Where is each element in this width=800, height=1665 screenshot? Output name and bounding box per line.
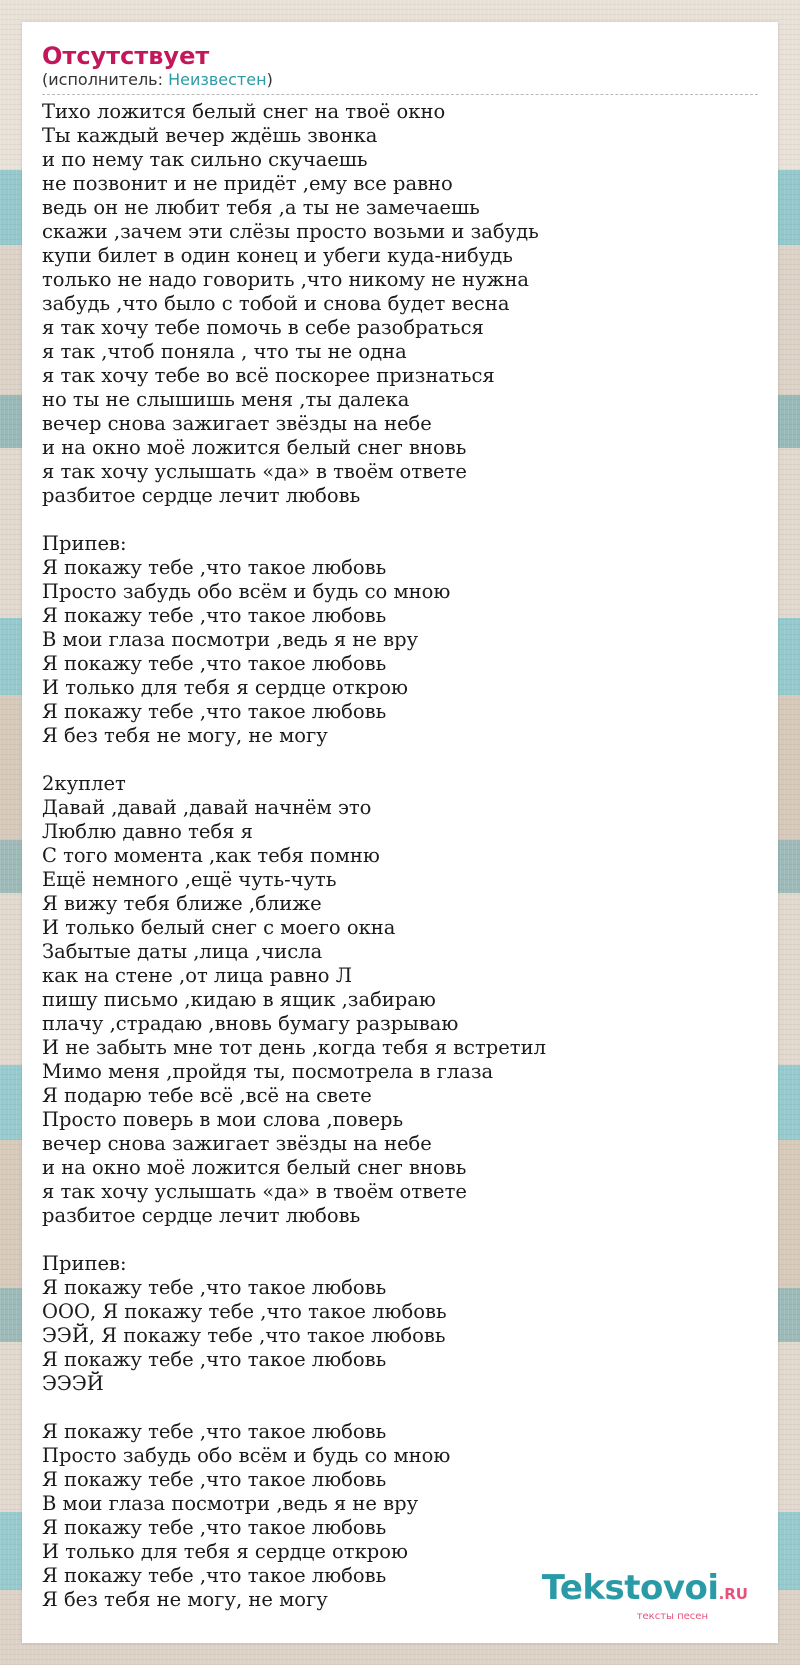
lyric-line: Ещё немного ,ещё чуть-чуть [42, 868, 337, 891]
lyric-line: С того момента ,как тебя помню [42, 844, 380, 867]
logo-domain: .RU [718, 1585, 748, 1603]
lyric-line: Просто забудь обо всём и будь со мною [42, 1444, 451, 1467]
lyric-line: купи билет в один конец и убеги куда-нибудь [42, 244, 513, 267]
lyric-line: я так хочу тебе помочь в себе разобраться [42, 316, 484, 339]
lyric-line: и на окно моё ложится белый снег вновь [42, 436, 467, 459]
lyric-line: Ты каждый вечер ждёшь звонка [42, 124, 378, 147]
lyric-line: Я покажу тебе ,что такое любовь [42, 1564, 387, 1587]
logo-name: Tekstovoi [541, 1568, 719, 1608]
lyric-line: Люблю давно тебя я [42, 820, 253, 843]
lyric-line: и по нему так сильно скучаешь [42, 148, 368, 171]
lyric-line: Я покажу тебе ,что такое любовь [42, 1516, 387, 1539]
lyric-line: В мои глаза посмотри ,ведь я не вру [42, 1492, 419, 1515]
lyric-line: 2куплет [42, 772, 126, 795]
lyric-line: разбитое сердце лечит любовь [42, 484, 361, 507]
lyric-line: И только белый снег с моего окна [42, 916, 396, 939]
lyric-line: ООО, Я покажу тебе ,что такое любовь [42, 1300, 447, 1323]
lyric-line: ЭЭЭЙ [42, 1372, 104, 1395]
lyric-line: В мои глаза посмотри ,ведь я не вру [42, 628, 419, 651]
lyric-line: Я покажу тебе ,что такое любовь [42, 604, 387, 627]
lyric-line: не позвонит и не придёт ,ему все равно [42, 172, 453, 195]
stanza-break [42, 1396, 758, 1420]
lyric-line: ведь он не любит тебя ,а ты не замечаешь [42, 196, 480, 219]
lyrics-card [22, 22, 778, 1643]
song-title: Отсутствует [42, 42, 210, 70]
stanza-break [42, 1228, 758, 1252]
lyric-line: и на окно моё ложится белый снег вновь [42, 1156, 467, 1179]
lyric-line: Я покажу тебе ,что такое любовь [42, 652, 387, 675]
logo-wordmark [541, 1568, 748, 1611]
lyric-line: вечер снова зажигает звёзды на небе [42, 412, 432, 435]
lyric-line: я так ,чтоб поняла , что ты не одна [42, 340, 407, 363]
lyric-line: Просто забудь обо всём и будь со мною [42, 580, 451, 603]
lyric-line: но ты не слышишь меня ,ты далека [42, 388, 410, 411]
lyric-line: Я вижу тебя ближе ,ближе [42, 892, 322, 915]
lyric-line: Я покажу тебе ,что такое любовь [42, 1468, 387, 1491]
lyric-line: Я подарю тебе всё ,всё на свете [42, 1084, 372, 1107]
lyric-line: Припев: [42, 532, 127, 555]
lyric-line: Мимо меня ,пройдя ты, посмотрела в глаза [42, 1060, 494, 1083]
lyric-line: я так хочу тебе во всё поскорее признаться [42, 364, 495, 387]
lyric-line: вечер снова зажигает звёзды на небе [42, 1132, 432, 1155]
lyric-line: забудь ,что было с тобой и снова будет весна [42, 292, 510, 315]
lyric-line: пишу письмо ,кидаю в ящик ,забираю [42, 988, 436, 1011]
lyric-line: ЭЭЙ, Я покажу тебе ,что такое любовь [42, 1324, 446, 1347]
lyric-line: плачу ,страдаю ,вновь бумагу разрываю [42, 1012, 459, 1035]
site-logo[interactable] [541, 1568, 748, 1623]
lyric-line: Тихо ложится белый снег на твоё окно [42, 100, 446, 123]
lyric-line: Я без тебя не могу, не могу [42, 724, 328, 747]
lyric-line: И не забыть мне тот день ,когда тебя я встретил [42, 1036, 546, 1059]
artist-prefix: (исполнитель: [42, 70, 169, 89]
lyric-line: как на стене ,от лица равно Л [42, 964, 352, 987]
lyric-line: И только для тебя я сердце открою [42, 1540, 408, 1563]
lyric-line: Я покажу тебе ,что такое любовь [42, 556, 387, 579]
lyrics-text [42, 100, 758, 1612]
lyric-line: Припев: [42, 1252, 127, 1275]
lyric-line: скажи ,зачем эти слёзы просто возьми и забудь [42, 220, 539, 243]
stanza-break [42, 748, 758, 772]
lyric-line: Просто поверь в мои слова ,поверь [42, 1108, 404, 1131]
logo-subtitle: тексты песен [636, 1611, 708, 1622]
artist-link[interactable]: Неизвестен [168, 70, 267, 89]
lyric-line: Я покажу тебе ,что такое любовь [42, 1420, 387, 1443]
lyric-line: я так хочу услышать «да» в твоём ответе [42, 1180, 467, 1203]
lyric-line: И только для тебя я сердце открою [42, 676, 408, 699]
lyric-line: Я без тебя не могу, не могу [42, 1588, 328, 1611]
lyric-line: я так хочу услышать «да» в твоём ответе [42, 460, 467, 483]
lyric-line: Я покажу тебе ,что такое любовь [42, 700, 387, 723]
lyric-line: Забытые даты ,лица ,числа [42, 940, 323, 963]
lyric-line: Я покажу тебе ,что такое любовь [42, 1348, 387, 1371]
lyric-line: Я покажу тебе ,что такое любовь [42, 1276, 387, 1299]
lyric-line: только не надо говорить ,что никому не нужна [42, 268, 530, 291]
artist-line [42, 70, 758, 95]
song-header [42, 42, 758, 95]
lyric-line: Давай ,давай ,давай начнём это [42, 796, 372, 819]
lyric-line: разбитое сердце лечит любовь [42, 1204, 361, 1227]
stanza-break [42, 508, 758, 532]
artist-suffix: ) [266, 70, 273, 89]
